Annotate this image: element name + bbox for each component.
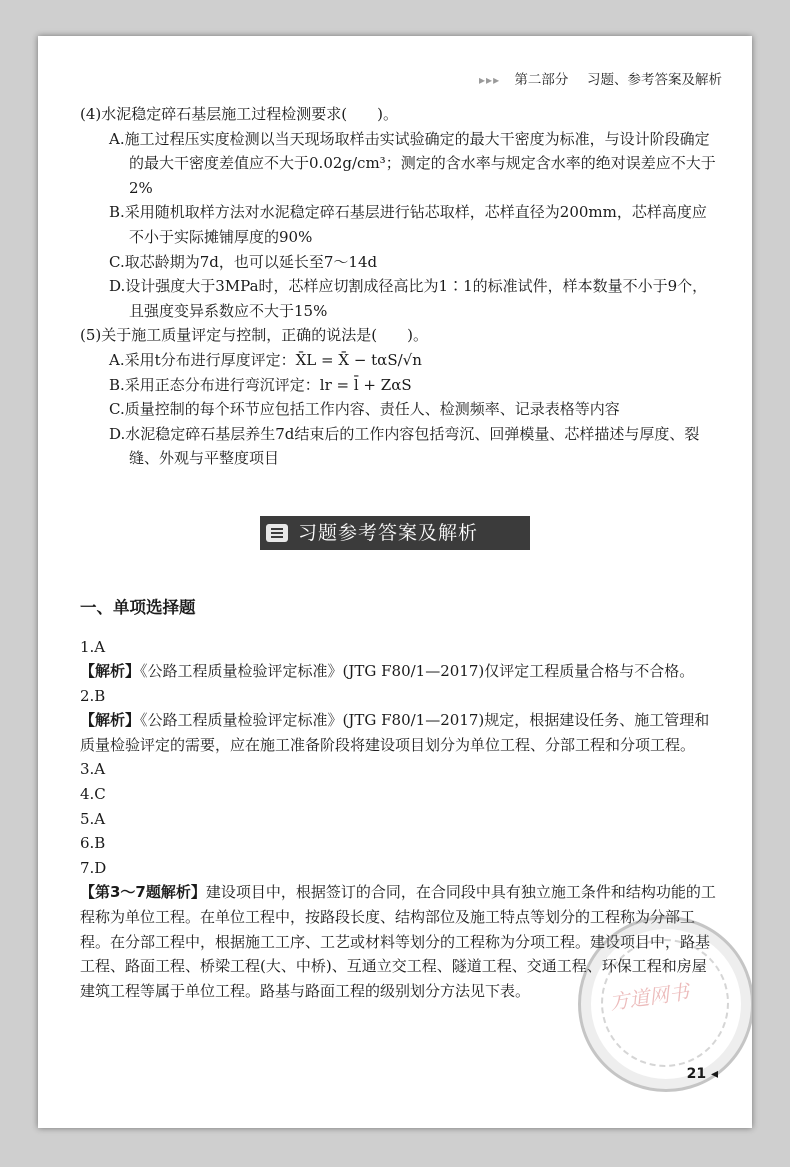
page-number: 21 ◂: [686, 1066, 718, 1082]
header-arrows-icon: ▸▸▸: [479, 73, 501, 87]
question-5: [80, 323, 720, 471]
question-5-option-c: C.质量控制的每个环节应包括工作内容、责任人、检测频率、记录表格等内容: [109, 400, 620, 419]
answer-7: 7.D: [80, 858, 107, 877]
explanation-1: [80, 659, 720, 684]
explanation-2-text: 《公路工程质量检验评定标准》(JTG F80/1—2017)规定，根据建设任务、施工管理和质量检验评定的需要，应在施工准备阶段将建设项目划分为单位工程、分部工程和分项工程。: [80, 711, 710, 754]
explanation-3-7-label: 【第3～7题解析】: [80, 883, 206, 902]
question-5-option-d: D.水泥稳定碎石基层养生7d结束后的工作内容包括弯沉、回弹模量、芯样描述与厚度、裂缝、外观与平整度项目: [109, 424, 700, 468]
header-part: 第二部分: [514, 72, 569, 88]
question-5-option-a: A.采用t分布进行厚度评定：X̄L = X̄ − tαS/√n: [109, 350, 422, 369]
question-4-option-b: B.采用随机取样方法对水泥稳定碎石基层进行钻芯取样，芯样直径为200mm，芯样高度应不小于实际摊铺厚度的90%: [109, 203, 707, 246]
answer-1: 1.A: [80, 637, 106, 656]
question-5-option-b: B.采用正态分布进行弯沉评定：lr = l̄ + ZαS: [109, 375, 412, 394]
answer-2: 2.B: [80, 686, 106, 705]
header-title: 习题、参考答案及解析: [587, 72, 722, 88]
section-banner-wrap: [80, 516, 720, 556]
section-banner: [260, 516, 530, 550]
answer-5: 5.A: [80, 809, 106, 828]
explanation-3-7-text: 建设项目中，根据签订的合同，在合同段中具有独立施工条件和结构功能的工程称为单位工程。在单位工程中，按路段长度、结构部位及施工特点等划分的工程称为分部工程。在分部工程中，根据施工工序、工艺或材料等划分的工程称为分项工程。建设项目中，路基工程、路面工程、桥梁工程(大、中桥)、互通立交工程、隧道工程、交通工程、环保工程和房屋建筑工程等属于单位工程。路基与路面工程的级别划分方法见下表。: [80, 883, 716, 1000]
answers: [80, 635, 720, 1004]
section-title: 一、单项选择题: [80, 597, 196, 617]
answer-4: 4.C: [80, 785, 106, 804]
explanation-2: [80, 708, 720, 757]
answer-6: 6.B: [80, 834, 106, 853]
section-banner-text: 习题参考答案及解析: [298, 521, 479, 544]
question-4: [80, 102, 720, 323]
running-header: [479, 68, 722, 88]
book-page: [38, 36, 752, 1128]
question-4-option-d: D.设计强度大于3MPa时，芯样应切割成径高比为1∶1的标准试件，样本数量不小于9个，且强度变异系数应不大于15%: [109, 277, 708, 320]
page-content: [80, 102, 720, 1003]
book-icon: [266, 524, 288, 542]
question-4-option-a: A.施工过程压实度检测以当天现场取样击实试验确定的最大干密度为标准，与设计阶段确定的最大干密度差值应不大于0.02g/cm³；测定的含水率与规定含水率的绝对误差应不大于2%: [109, 129, 716, 197]
explanation-2-label: 【解析】: [80, 711, 141, 730]
question-4-stem: (4)水泥稳定碎石基层施工过程检测要求( )。: [80, 105, 398, 123]
watermark-stamp-text: 方道网书: [607, 979, 691, 1015]
question-4-option-c: C.取芯龄期为7d，也可以延长至7～14d: [109, 252, 378, 271]
explanation-1-text: 《公路工程质量检验评定标准》(JTG F80/1—2017)仅评定工程质量合格与不合格。: [140, 662, 695, 681]
explanation-1-label: 【解析】: [80, 662, 141, 681]
answer-3: 3.A: [80, 760, 106, 779]
explanation-3-7: [80, 880, 720, 1003]
question-5-stem: (5)关于施工质量评定与控制，正确的说法是( )。: [80, 326, 428, 345]
